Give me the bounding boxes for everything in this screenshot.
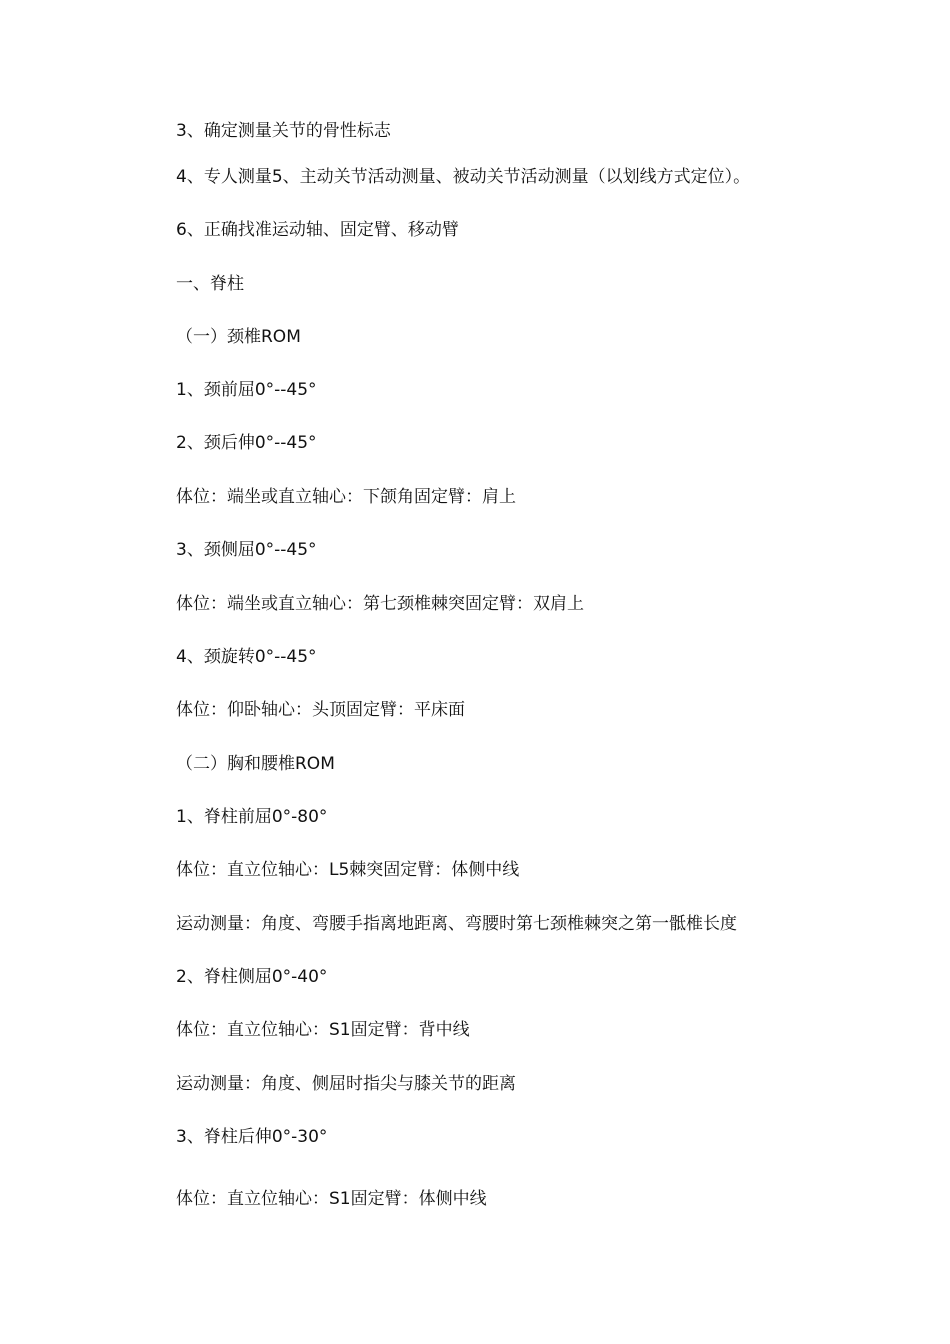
subsection-heading: （一）颈椎ROM <box>176 327 301 347</box>
text-line: 4、颈旋转0°--45° <box>176 647 317 667</box>
text-line: 3、脊柱后伸0°-30° <box>176 1127 328 1147</box>
text-line: 体位：端坐或直立轴心：第七颈椎棘突固定臂：双肩上 <box>176 594 584 614</box>
subsection-heading: （二）胸和腰椎ROM <box>176 754 335 774</box>
text-line: 3、颈侧屈0°--45° <box>176 540 317 560</box>
section-heading: 一、脊柱 <box>176 274 244 294</box>
text-line: 2、颈后伸0°--45° <box>176 433 317 453</box>
text-line: 体位：端坐或直立轴心：下颌角固定臂：肩上 <box>176 487 516 507</box>
text-line: 运动测量：角度、弯腰手指离地距离、弯腰时第七颈椎棘突之第一骶椎长度 <box>176 914 737 934</box>
text-line: 体位：仰卧轴心：头顶固定臂：平床面 <box>176 700 465 720</box>
text-line: 体位：直立位轴心：S1固定臂：背中线 <box>176 1020 470 1040</box>
text-line: 6、正确找准运动轴、固定臂、移动臂 <box>176 220 459 240</box>
text-line: 1、颈前屈0°--45° <box>176 380 317 400</box>
text-line: 2、脊柱侧屈0°-40° <box>176 967 328 987</box>
text-line: 运动测量：角度、侧屈时指尖与膝关节的距离 <box>176 1074 516 1094</box>
text-line: 体位：直立位轴心：L5棘突固定臂：体侧中线 <box>176 860 520 880</box>
text-line: 体位：直立位轴心：S1固定臂：体侧中线 <box>176 1189 487 1209</box>
text-line: 1、脊柱前屈0°-80° <box>176 807 328 827</box>
text-line: 4、专人测量5、主动关节活动测量、被动关节活动测量（以划线方式定位）。 <box>176 167 751 187</box>
text-line: 3、确定测量关节的骨性标志 <box>176 121 391 141</box>
